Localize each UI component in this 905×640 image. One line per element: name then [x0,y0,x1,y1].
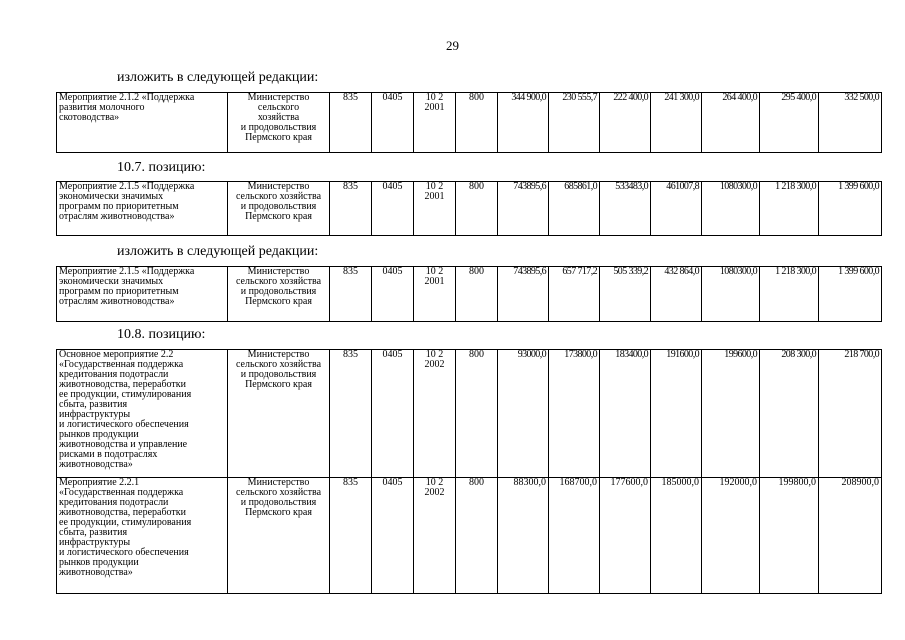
cell-line: кредитования подотрасли [59,497,169,508]
cell-line: 2001 [424,191,445,202]
code-cell: 800 [456,267,498,322]
page-number: 29 [446,38,459,53]
value-cell: 657 717,2 [549,267,600,322]
value-cell: 208 300,0 [760,350,819,478]
table-measure-2-1-5-old [56,181,882,236]
cell-line: программ по приоритетным [59,286,179,297]
code-cell: 835 [330,350,372,478]
cell-line: ее продукции, стимулирования [59,389,192,400]
value-cell: 344 900,0 [498,93,549,153]
code-cell: 835 [330,182,372,236]
cell-line: рынков продукции [59,557,139,568]
value-cell: 332 500,0 [819,93,882,153]
cell-line: рисками в подотраслях [59,449,158,460]
cell-line: 10 2 [425,92,444,103]
cell-line: сбыта, развития [59,527,128,538]
cell-line: Мероприятие 2.1.5 «Поддержка [59,266,195,277]
measure-name-cell [57,350,228,478]
cell-line: 2002 [424,487,445,498]
cell-line: и логистического обеспечения [59,547,189,558]
cell-line: животноводства, переработки [59,379,186,390]
value-cell: 199800,0 [760,478,819,594]
value-cell: 192000,0 [702,478,760,594]
code-cell: 0405 [372,478,414,594]
code-cell [414,267,456,322]
cell-line: сельского хозяйства [235,276,322,287]
cell-line: «Государственная поддержка [59,487,184,498]
measure-name-cell [57,93,228,153]
cell-line: Пермского края [245,132,312,143]
cell-line: кредитования подотрасли [59,369,169,380]
value-cell: 461007,8 [651,182,702,236]
value-cell: 230 555,7 [549,93,600,153]
value-cell: 1080300,0 [702,267,760,322]
value-cell: 743895,6 [498,182,549,236]
cell-line: животноводства» [59,459,133,470]
cell-line: и продовольствия [240,201,317,212]
cell-line: и продовольствия [240,369,317,380]
cell-line: животноводства» [59,567,133,578]
ministry-cell [228,93,330,153]
cell-line: Министерство [247,477,310,488]
value-cell: 185000,0 [651,478,702,594]
cell-line: 10 2 [425,266,444,277]
code-cell [414,182,456,236]
measure-name-cell [57,182,228,236]
cell-line: сельского хозяйства [235,191,322,202]
cell-line: отраслям животноводства» [59,211,175,222]
cell-line: Пермского края [245,296,312,307]
cell-line: и логистического обеспечения [59,419,189,430]
cell-line: ее продукции, стимулирования [59,517,192,528]
cell-line: 10 2 [425,181,444,192]
heading-position-10-8: 10.8. позицию: [117,327,206,342]
value-cell: 168700,0 [549,478,600,594]
cell-line: программ по приоритетным [59,201,179,212]
ministry-cell [228,182,330,236]
cell-line: скотоводства» [59,112,120,123]
value-cell: 1080300,0 [702,182,760,236]
value-cell: 295 400,0 [760,93,819,153]
cell-line: рынков продукции [59,429,139,440]
code-cell [414,93,456,153]
table-measure-2-1-2 [56,92,882,153]
cell-line: Пермского края [245,379,312,390]
cell-line: хозяйства [257,112,300,123]
value-cell: 1 399 600,0 [819,267,882,322]
cell-line: Министерство [247,181,310,192]
value-cell: 93000,0 [498,350,549,478]
heading-new-edition-1: изложить в следующей редакции: [117,70,319,85]
value-cell: 218 700,0 [819,350,882,478]
table-row [57,350,882,478]
value-cell: 1 218 300,0 [760,182,819,236]
value-cell: 222 400,0 [600,93,651,153]
code-cell: 835 [330,93,372,153]
cell-line: экономически значимых [59,276,164,287]
table-row [57,267,882,322]
code-cell: 800 [456,478,498,594]
value-cell: 191600,0 [651,350,702,478]
value-cell: 199600,0 [702,350,760,478]
code-cell: 800 [456,182,498,236]
cell-line: «Государственная поддержка [59,359,184,370]
cell-line: 2001 [424,276,445,287]
value-cell: 264 400,0 [702,93,760,153]
ministry-cell [228,478,330,594]
cell-line: и продовольствия [240,286,317,297]
table-measure-2-2 [56,349,882,594]
cell-line: Мероприятие 2.1.5 «Поддержка [59,181,195,192]
value-cell: 241 300,0 [651,93,702,153]
cell-line: 10 2 [425,349,444,360]
cell-line: Мероприятие 2.2.1 [59,477,140,488]
cell-line: Основное мероприятие 2.2 [59,349,174,360]
cell-line: животноводства, переработки [59,507,186,518]
table-row [57,182,882,236]
value-cell: 533483,0 [600,182,651,236]
heading-new-edition-2: изложить в следующей редакции: [117,244,319,259]
measure-name-cell [57,267,228,322]
cell-line: Министерство [247,92,310,103]
cell-line: животноводства и управление [59,439,188,450]
cell-line: инфраструктуры [59,537,131,548]
code-cell [414,478,456,594]
code-cell: 835 [330,478,372,594]
code-cell: 0405 [372,267,414,322]
cell-line: инфраструктуры [59,409,131,420]
value-cell: 183400,0 [600,350,651,478]
cell-line: 2001 [424,102,445,113]
cell-line: и продовольствия [240,122,317,133]
cell-line: отраслям животноводства» [59,296,175,307]
table-row [57,93,882,153]
cell-line: Пермского края [245,211,312,222]
value-cell: 1 218 300,0 [760,267,819,322]
value-cell: 177600,0 [600,478,651,594]
code-cell [414,350,456,478]
cell-line: Пермского края [245,507,312,518]
value-cell: 208900,0 [819,478,882,594]
cell-line: сбыта, развития [59,399,128,410]
table-measure-2-1-5-new [56,266,882,322]
code-cell: 0405 [372,93,414,153]
value-cell: 743895,6 [498,267,549,322]
table-row [57,478,882,594]
cell-line: и продовольствия [240,497,317,508]
cell-line: 2002 [424,359,445,370]
value-cell: 173800,0 [549,350,600,478]
cell-line: развития молочного [59,102,145,113]
ministry-cell [228,350,330,478]
measure-name-cell [57,478,228,594]
cell-line: сельского хозяйства [235,359,322,370]
ministry-cell [228,267,330,322]
cell-line: сельского [257,102,300,113]
heading-position-10-7: 10.7. позицию: [117,160,206,175]
cell-line: сельского хозяйства [235,487,322,498]
code-cell: 835 [330,267,372,322]
code-cell: 800 [456,350,498,478]
cell-line: экономически значимых [59,191,164,202]
code-cell: 800 [456,93,498,153]
cell-line: Министерство [247,349,310,360]
cell-line: Мероприятие 2.1.2 «Поддержка [59,92,195,103]
value-cell: 505 339,2 [600,267,651,322]
code-cell: 0405 [372,182,414,236]
value-cell: 432 864,0 [651,267,702,322]
value-cell: 88300,0 [498,478,549,594]
value-cell: 685861,0 [549,182,600,236]
code-cell: 0405 [372,350,414,478]
cell-line: Министерство [247,266,310,277]
value-cell: 1 399 600,0 [819,182,882,236]
cell-line: 10 2 [425,477,444,488]
